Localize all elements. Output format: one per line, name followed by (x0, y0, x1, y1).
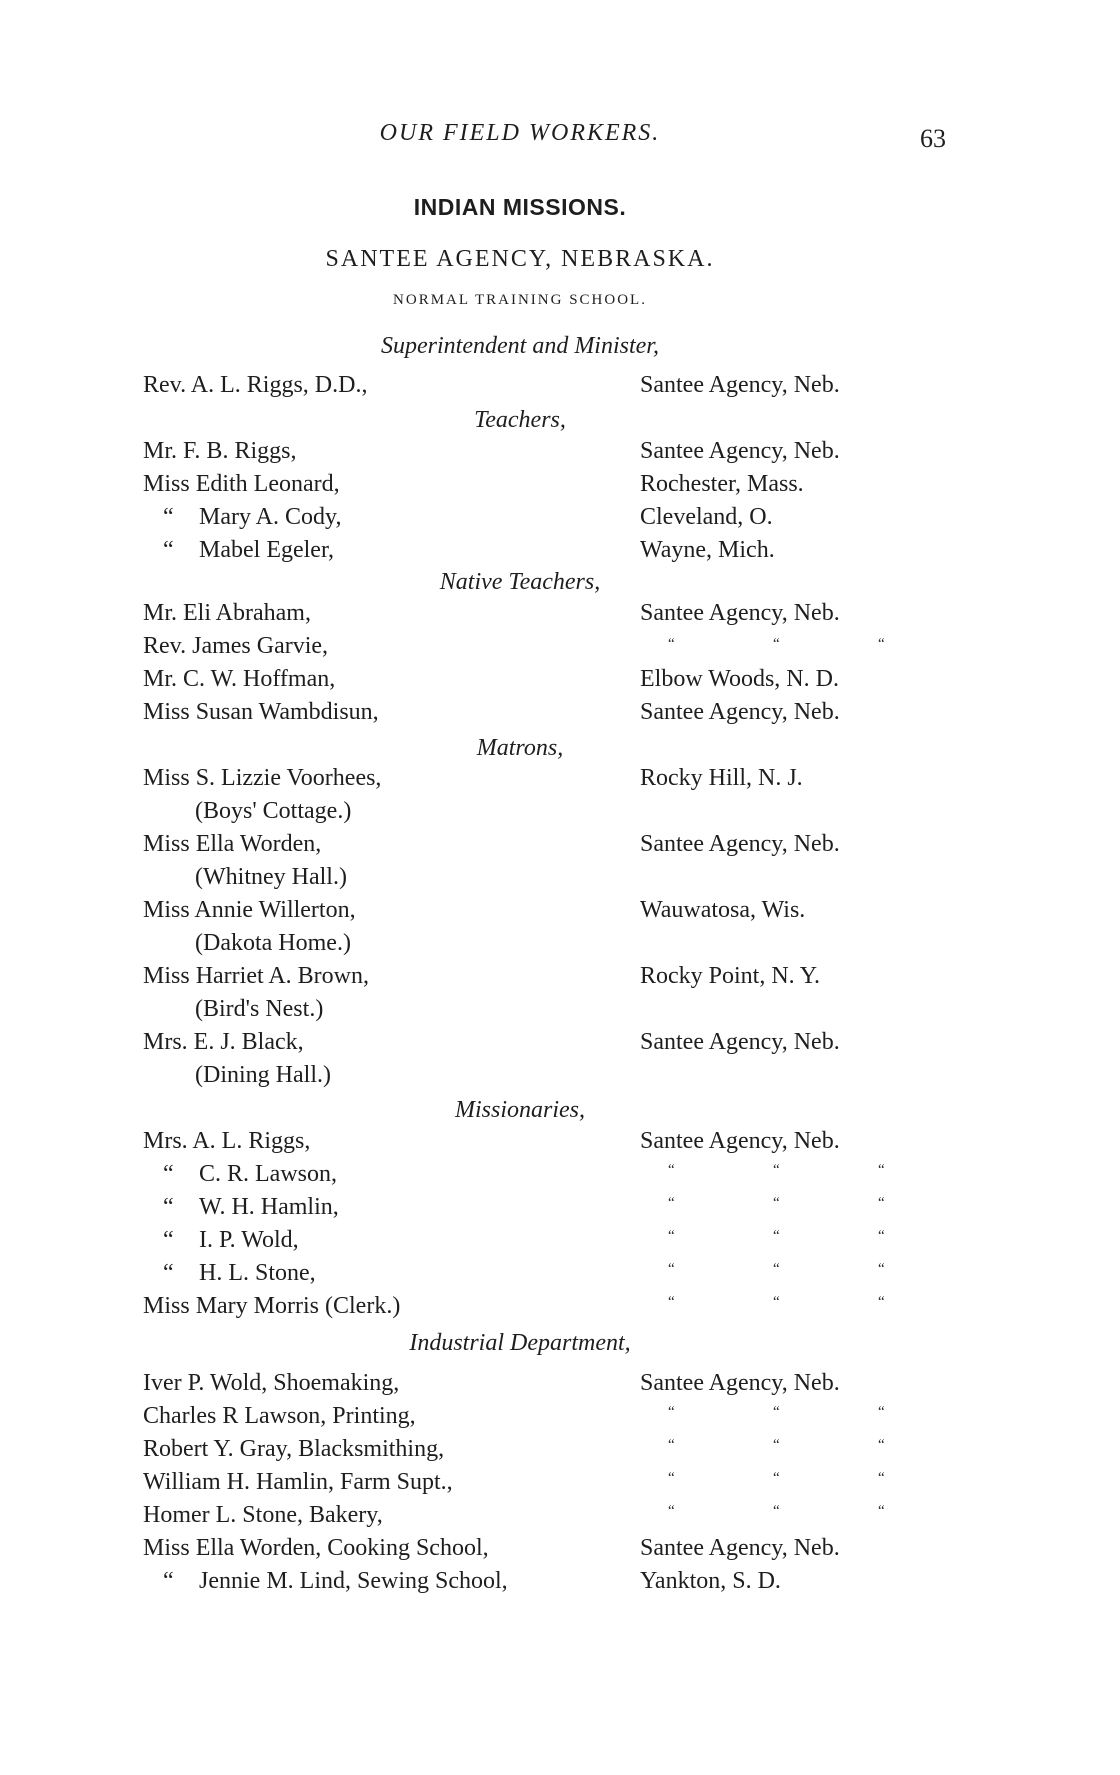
person-location: Santee Agency, Neb. (640, 1128, 840, 1154)
ditto-marks: “ “ “ (668, 636, 885, 652)
person-location: Yankton, S. D. (640, 1568, 781, 1594)
teacher-row (0, 537, 1120, 570)
matron-residence: (Dakota Home.) (195, 930, 351, 956)
heading-superintendent: Superintendent and Minister, (381, 333, 659, 359)
heading-missionaries: Missionaries, (454, 1097, 585, 1123)
person-name: Mrs. E. J. Black, (143, 1029, 304, 1055)
ditto-marks: “ “ “ (668, 1294, 885, 1310)
ditto-mark: “ (163, 1161, 174, 1187)
industrial-row (0, 1370, 1120, 1403)
matron-residence: (Boys' Cottage.) (195, 798, 352, 824)
ditto-mark: “ (163, 504, 174, 530)
person-location: Cleveland, O. (640, 504, 773, 530)
person-name: Miss S. Lizzie Voorhees, (143, 765, 382, 791)
person-name: “ I. P. Wold, (163, 1227, 299, 1253)
heading-matrons: Matrons, (476, 735, 564, 761)
ditto-mark: “ (163, 1260, 174, 1286)
person-location: Santee Agency, Neb. (640, 1535, 840, 1561)
ditto-marks: “ “ “ (668, 1228, 885, 1244)
person-name: “ C. R. Lawson, (163, 1161, 337, 1187)
heading-native-teachers: Native Teachers, (439, 569, 601, 595)
ditto-marks: “ “ “ (668, 1437, 885, 1453)
person-name: Miss Ella Worden, Cooking School, (143, 1535, 489, 1561)
person-location: Rocky Point, N. Y. (640, 963, 821, 989)
person-name: Miss Mary Morris (Clerk.) (143, 1293, 401, 1319)
person-location: Santee Agency, Neb. (640, 831, 840, 857)
person-name: Miss Edith Leonard, (143, 471, 340, 497)
page-number: 63 (920, 124, 946, 153)
ditto-mark: “ (163, 1568, 174, 1594)
matron-row (0, 963, 1120, 996)
industrial-row (0, 1535, 1120, 1568)
native-teacher-row (0, 600, 1120, 633)
ditto-mark: “ (163, 537, 174, 563)
person-name: “ Mabel Egeler, (163, 537, 334, 563)
ditto-mark: “ (163, 1194, 174, 1220)
ditto-marks: “ “ “ (668, 1261, 885, 1277)
person-location: Rochester, Mass. (640, 471, 804, 497)
person-location: Santee Agency, Neb. (640, 600, 840, 626)
person-location: Santee Agency, Neb. (640, 372, 840, 398)
person-name: William H. Hamlin, Farm Supt., (143, 1469, 453, 1495)
person-location: Wauwatosa, Wis. (640, 897, 806, 923)
person-location: Santee Agency, Neb. (640, 699, 840, 725)
person-name: Iver P. Wold, Shoemaking, (143, 1370, 400, 1396)
person-name: Miss Annie Willerton, (143, 897, 356, 923)
teacher-row (0, 438, 1120, 471)
person-name: Mr. C. W. Hoffman, (143, 666, 336, 692)
person-location: Santee Agency, Neb. (640, 1029, 840, 1055)
matron-residence: (Bird's Nest.) (195, 996, 324, 1022)
person-location: Wayne, Mich. (640, 537, 775, 563)
person-location: Rocky Hill, N. J. (640, 765, 803, 791)
matron-row (0, 765, 1120, 798)
person-name: “ Mary A. Cody, (163, 504, 342, 530)
matron-row (0, 831, 1120, 864)
person-location: Santee Agency, Neb. (640, 438, 840, 464)
person-name: Mr. F. B. Riggs, (143, 438, 297, 464)
person-location: Elbow Woods, N. D. (640, 666, 839, 692)
school-title: NORMAL TRAINING SCHOOL. (393, 292, 647, 308)
section-title: INDIAN MISSIONS. (413, 194, 627, 220)
person-name: Rev. James Garvie, (143, 633, 329, 659)
matron-residence: (Whitney Hall.) (195, 864, 347, 890)
ditto-mark: “ (163, 1227, 174, 1253)
heading-teachers: Teachers, (474, 407, 566, 433)
ditto-marks: “ “ “ (668, 1503, 885, 1519)
agency-title: SANTEE AGENCY, NEBRASKA. (325, 246, 715, 272)
missionary-row (0, 1128, 1120, 1161)
industrial-row (0, 1568, 1120, 1601)
person-name: Mr. Eli Abraham, (143, 600, 311, 626)
person-name: Miss Ella Worden, (143, 831, 322, 857)
teacher-row (0, 504, 1120, 537)
ditto-marks: “ “ “ (668, 1470, 885, 1486)
ditto-marks: “ “ “ (668, 1195, 885, 1211)
person-name: Charles R Lawson, Printing, (143, 1403, 416, 1429)
native-teacher-row (0, 699, 1120, 732)
person-name: Mrs. A. L. Riggs, (143, 1128, 311, 1154)
ditto-marks: “ “ “ (668, 1404, 885, 1420)
person-name: Robert Y. Gray, Blacksmithing, (143, 1436, 445, 1462)
running-title: OUR FIELD WORKERS. (379, 120, 661, 146)
person-name: Miss Harriet A. Brown, (143, 963, 369, 989)
superintendent-row (0, 372, 1120, 405)
ditto-marks: “ “ “ (668, 1162, 885, 1178)
person-name: “ H. L. Stone, (163, 1260, 316, 1286)
teacher-row (0, 471, 1120, 504)
person-location: Santee Agency, Neb. (640, 1370, 840, 1396)
person-name: Rev. A. L. Riggs, D.D., (143, 372, 368, 398)
person-name: “ W. H. Hamlin, (163, 1194, 339, 1220)
person-name: Homer L. Stone, Bakery, (143, 1502, 383, 1528)
person-name: “ Jennie M. Lind, Sewing School, (163, 1568, 508, 1594)
matron-residence: (Dining Hall.) (195, 1062, 331, 1088)
matron-row (0, 1029, 1120, 1062)
matron-row (0, 897, 1120, 930)
native-teacher-row (0, 666, 1120, 699)
person-name: Miss Susan Wambdisun, (143, 699, 379, 725)
heading-industrial-department: Industrial Department, (409, 1330, 631, 1356)
